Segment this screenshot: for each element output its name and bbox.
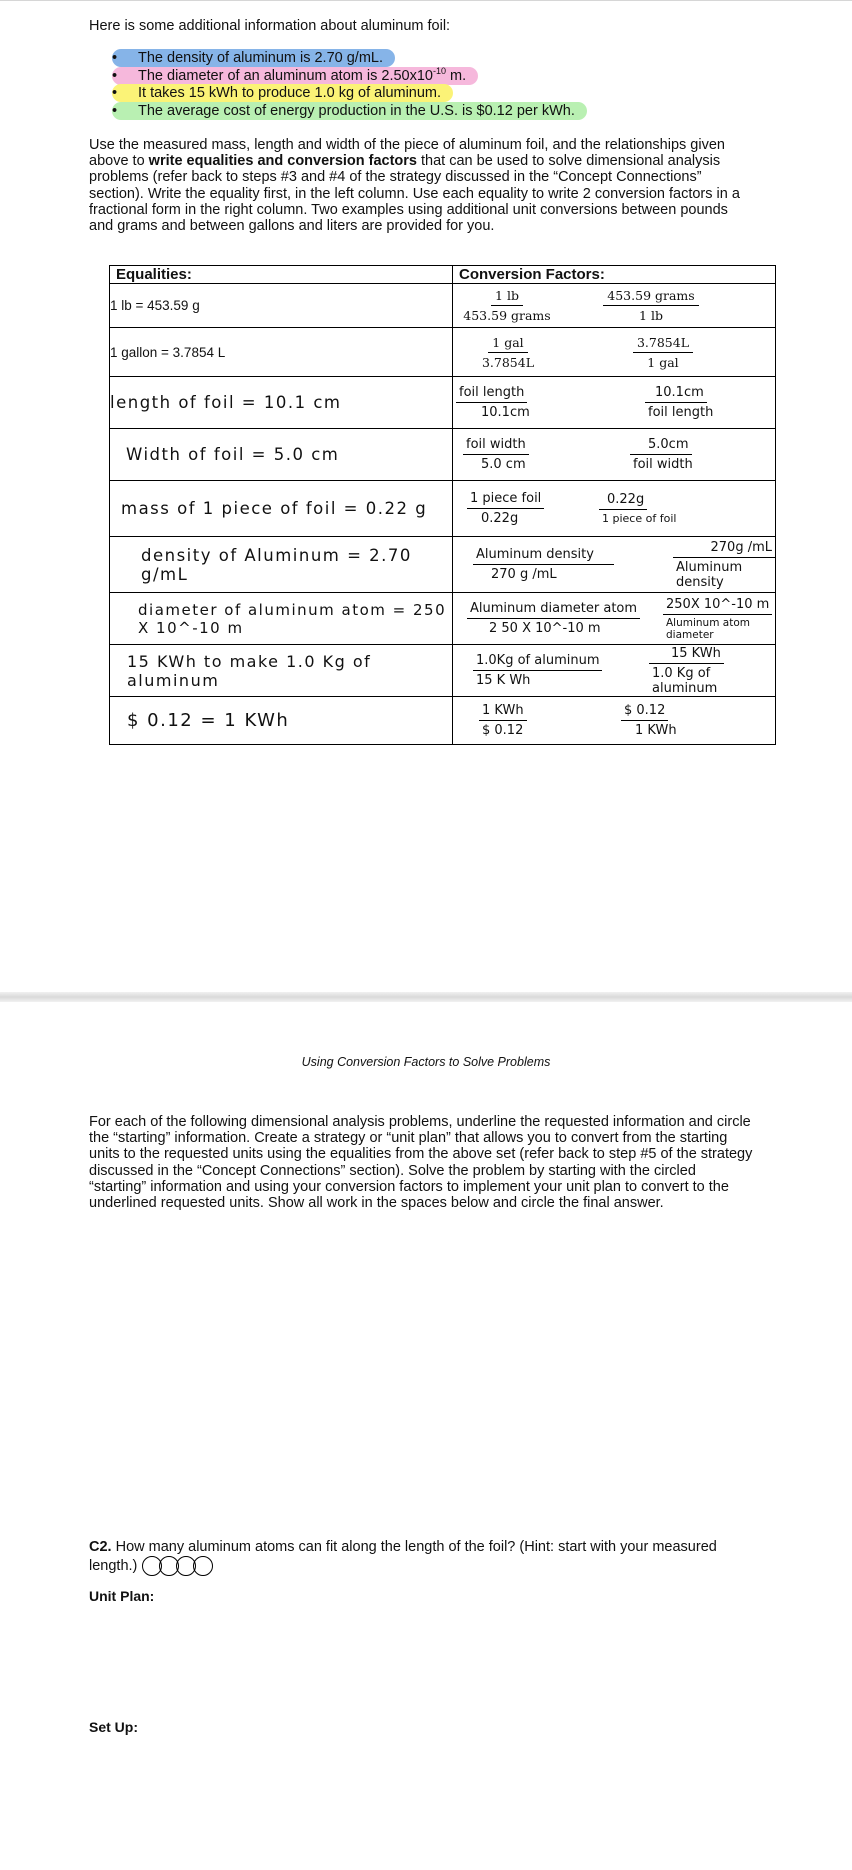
equality-cell: $ 0.12 = 1 KWh <box>110 697 453 745</box>
equalities-header: Equalities: <box>110 266 453 284</box>
numerator: foil width <box>463 437 529 455</box>
numerator: 1 piece foil <box>467 491 544 509</box>
equality-cell: length of foil = 10.1 cm <box>110 377 453 429</box>
denominator: 1 lb <box>639 308 663 323</box>
denominator: 2 50 X 10^-10 m <box>489 621 601 636</box>
denominator: Aluminum atom diameter <box>666 616 750 641</box>
numerator: $ 0.12 <box>621 703 668 721</box>
numerator: foil length <box>456 385 527 403</box>
highlighted-text: The density of aluminum is 2.70 g/mL. <box>112 49 395 67</box>
numerator: Aluminum density <box>473 547 614 565</box>
equalities-table <box>109 265 776 745</box>
numerator: 1 KWh <box>479 703 527 721</box>
equality-cell: 1 gallon = 3.7854 L <box>110 328 453 377</box>
factor-cell <box>453 377 776 429</box>
numerator: 15 KWh <box>649 646 724 664</box>
conversion-factor <box>479 697 527 744</box>
bullet-diameter <box>112 65 587 86</box>
conversion-factor <box>663 593 772 644</box>
highlighted-text: The average cost of energy production in the U.S. is $0.12 per kWh. <box>112 102 587 120</box>
bullet-text: The diameter of an aluminum atom is 2.50x10 <box>138 67 433 84</box>
denominator: 1 piece of foil <box>602 512 677 525</box>
table-row <box>110 481 776 537</box>
numerator: 3.7854L <box>633 335 693 353</box>
denominator: 1 KWh <box>635 723 677 738</box>
para-bold-text: write equalities and conversion factors <box>148 153 417 170</box>
equality-cell: 1 lb = 453.59 g <box>110 284 453 328</box>
conversion-factor <box>463 429 529 480</box>
numerator: 10.1cm <box>645 385 707 403</box>
para-text: that can be used to solve dimensional analysis problems (refer back to steps #3 and #4 of the strategy discussed in the “Concept Connections” section). Write the equality first, in the left column. Use each equality to write 2 conversion factors in a fractional form in the right column. Two examples using additional unit conversions between pounds and grams and between gallons and liters are provided for you. <box>89 153 740 235</box>
conversion-factor <box>473 537 614 592</box>
page-break <box>0 992 852 1002</box>
circle <box>193 1556 213 1576</box>
conversion-factor <box>467 481 544 536</box>
bullet-energy <box>112 85 587 103</box>
conversion-factor <box>649 645 775 696</box>
setup-label: Set Up: <box>89 1719 138 1735</box>
bullet-cost <box>112 103 587 121</box>
denominator: 3.7854L <box>481 354 535 370</box>
bullet-density <box>112 50 587 68</box>
table-row <box>110 593 776 645</box>
factor-cell <box>453 697 776 745</box>
info-bullet-list <box>112 50 587 120</box>
equality-cell: density of Aluminum = 2.70 g/mL <box>110 537 453 593</box>
conversion-factor <box>473 645 602 696</box>
conversion-factor <box>467 593 640 644</box>
exponent: -10 <box>432 65 446 76</box>
equality-cell: Width of foil = 5.0 cm <box>110 429 453 481</box>
denominator: foil length <box>648 405 714 420</box>
numerator: 1 lb <box>491 288 523 306</box>
denominator: 15 K Wh <box>476 673 531 688</box>
factor-cell <box>453 537 776 593</box>
factor-cell <box>453 284 776 328</box>
factor-cell <box>453 328 776 377</box>
table-row <box>110 429 776 481</box>
factor-cell <box>453 481 776 537</box>
table-row <box>110 645 776 697</box>
numerator: 1.0Kg of aluminum <box>473 653 602 671</box>
denominator: 10.1cm <box>481 405 530 420</box>
conversion-factor <box>645 377 716 428</box>
bullet-text: m. <box>446 67 467 84</box>
table-row <box>110 284 776 328</box>
problems-instructions-paragraph: For each of the following dimensional analysis problems, underline the requested information and circle the “starting” information. Create a strategy or “unit plan” that allows you to convert from the starting units to the requested units using the equalities from the above set (refer back to step #5 of the strategy discussed in the “Concept Connections” section). Solve the problem by starting with the circled “starting” information and using your conversion factors to implement your unit plan to convert to the underlined requested units. Show all work in the spaces below and circle the final answer. <box>89 1114 753 1212</box>
denominator: 1 gal <box>647 354 679 370</box>
denominator: 453.59 grams <box>463 308 551 323</box>
conversion-factor <box>456 377 533 428</box>
numerator: 1 gal <box>488 335 527 353</box>
denominator: 1.0 Kg of aluminum <box>652 665 718 696</box>
numerator: 0.22g <box>599 492 647 510</box>
conversion-factor <box>603 284 699 327</box>
table-row <box>110 537 776 593</box>
equality-cell: mass of 1 piece of foil = 0.22 g <box>110 481 453 537</box>
table-row <box>110 377 776 429</box>
question-c2 <box>89 1539 755 1576</box>
circle-marks <box>145 1556 213 1576</box>
denominator: 270 g /mL <box>491 567 557 582</box>
denominator: foil width <box>633 457 693 472</box>
conversion-factor <box>628 328 698 376</box>
numerator: 453.59 grams <box>603 288 698 306</box>
section-title: Using Conversion Factors to Solve Problems <box>301 1055 551 1069</box>
numerator: 5.0cm <box>630 437 692 455</box>
question-text: How many aluminum atoms can fit along the length of the foil? (Hint: start with your measured length.) <box>89 1539 717 1574</box>
intro-text: Here is some additional information about aluminum foil: <box>89 18 451 34</box>
para-text: Use the measured mass, length and width of the piece of aluminum foil, and the relationships given above to <box>89 137 725 170</box>
factor-cell <box>453 593 776 645</box>
denominator: $ 0.12 <box>482 723 524 738</box>
conversion-factors-header: Conversion Factors: <box>453 266 776 284</box>
unit-plan-label: Unit Plan: <box>89 1588 155 1604</box>
conversion-factor <box>630 429 696 480</box>
conversion-factor <box>599 481 679 536</box>
table-row <box>110 697 776 745</box>
factor-cell <box>453 645 776 697</box>
conversion-factor <box>621 697 680 744</box>
equality-cell: diameter of aluminum atom = 250 X 10^-10 m <box>110 593 453 645</box>
numerator: 250X 10^-10 m <box>663 597 772 615</box>
page-top-border <box>0 0 852 1</box>
instructions-paragraph <box>89 137 755 234</box>
conversion-factor <box>459 284 555 327</box>
highlighted-text <box>112 67 478 85</box>
highlighted-text: It takes 15 kWh to produce 1.0 kg of aluminum. <box>112 84 453 102</box>
equality-cell: 15 KWh to make 1.0 Kg of aluminum <box>110 645 453 697</box>
denominator: 0.22g <box>481 511 519 526</box>
question-number: C2. <box>89 1539 112 1555</box>
denominator: 5.0 cm <box>481 457 526 472</box>
denominator: Aluminum density <box>673 557 775 590</box>
conversion-factor <box>673 537 775 592</box>
numerator: Aluminum diameter atom <box>467 601 640 619</box>
table-row <box>110 328 776 377</box>
factor-cell <box>453 429 776 481</box>
conversion-factor <box>473 328 543 376</box>
numerator: 270g /mL <box>708 540 775 558</box>
